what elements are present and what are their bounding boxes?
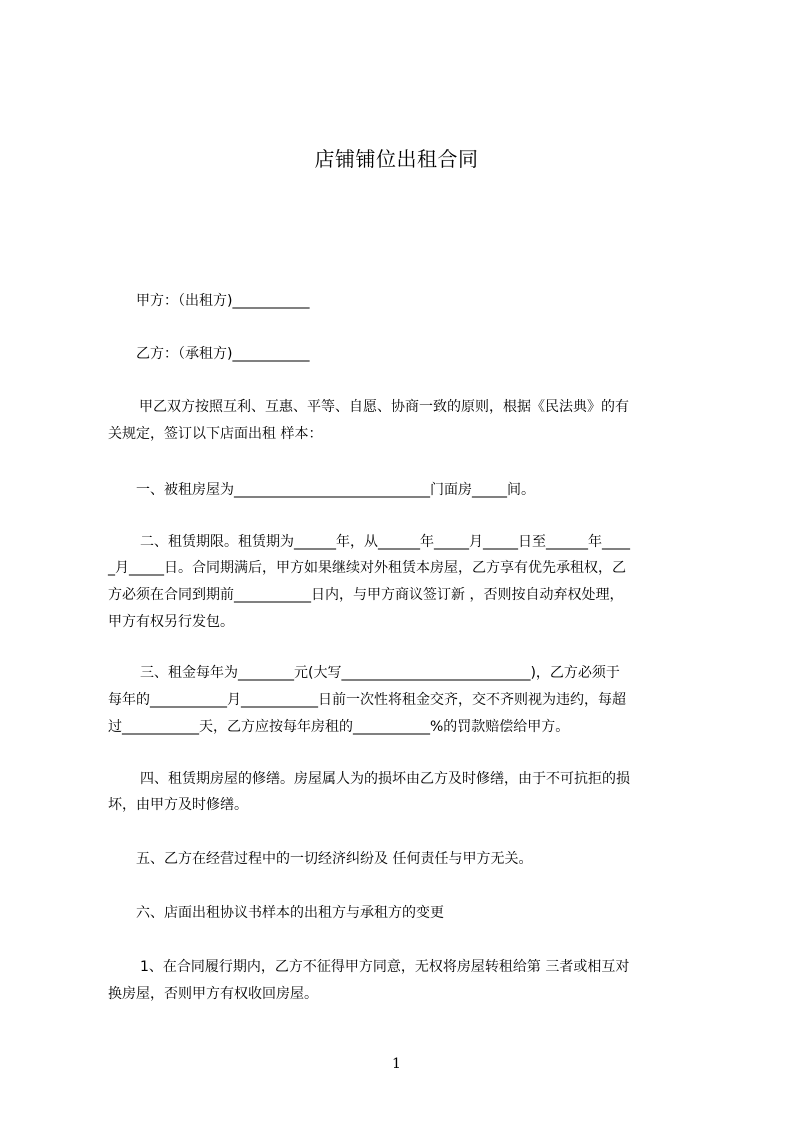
clause-2-line-4: 甲方有权另行发包。 bbox=[108, 614, 234, 630]
page-number: 1 bbox=[392, 1056, 401, 1072]
clause-2-line-1: 二、租赁期限。租赁期为______年，从______年_____月_____日至______年____ bbox=[140, 534, 630, 550]
party-b-line: 乙方：（承租方)___________ bbox=[136, 346, 310, 362]
clause-2-line-3: 方必须在合同到期前___________日内，与甲方商议签订新 ，否则按自动弃权处理， bbox=[108, 587, 624, 603]
clause-6-item-1-line-1: 1、在合同履行期内，乙方不征得甲方同意，无权将房屋转租给第 三者或相互对 bbox=[140, 959, 630, 975]
clause-3-line-1: 三、租金每年为________元(大写___________________________)，乙方必须于 bbox=[140, 665, 620, 681]
clause-3-line-3: 过___________天，乙方应按每年房租的___________%的罚款赔偿给甲方。 bbox=[108, 719, 570, 735]
clause-3-line-2: 每年的___________月___________日前一次性将租金交齐，交不齐则视为违约，每超 bbox=[108, 692, 626, 708]
clause-4-line-1: 四、租赁期房屋的修缮。房屋属人为的损坏由乙方及时修缮，由于不可抗拒的损 bbox=[140, 771, 630, 787]
clause-6-item-1-line-2: 换房屋，否则甲方有权收回房屋。 bbox=[108, 986, 318, 1002]
clause-4-line-2: 坏，由甲方及时修缮。 bbox=[108, 797, 248, 813]
clause-6-heading: 六、店面出租协议书样本的出租方与承租方的变更 bbox=[136, 905, 444, 921]
clause-1: 一、被租房屋为____________________________门面房_____间。 bbox=[136, 482, 535, 498]
clause-5: 五、乙方在经营过程中的一切经济纠纷及 任何责任与甲方无关。 bbox=[136, 851, 533, 867]
intro-paragraph-line-2: 关规定，签订以下店面出租 样本： bbox=[108, 426, 323, 442]
document-title: 店铺铺位出租合同 bbox=[314, 147, 479, 171]
intro-paragraph-line-1: 甲乙双方按照互利、互惠、平等、自愿、协商一致的原则，根据《民法典》的有 bbox=[139, 399, 629, 415]
clause-2-line-2: _月_____日。合同期满后，甲方如果继续对外租赁本房屋，乙方享有优先承租权，乙 bbox=[108, 560, 626, 576]
party-a-line: 甲方：（出租方)___________ bbox=[136, 293, 310, 309]
